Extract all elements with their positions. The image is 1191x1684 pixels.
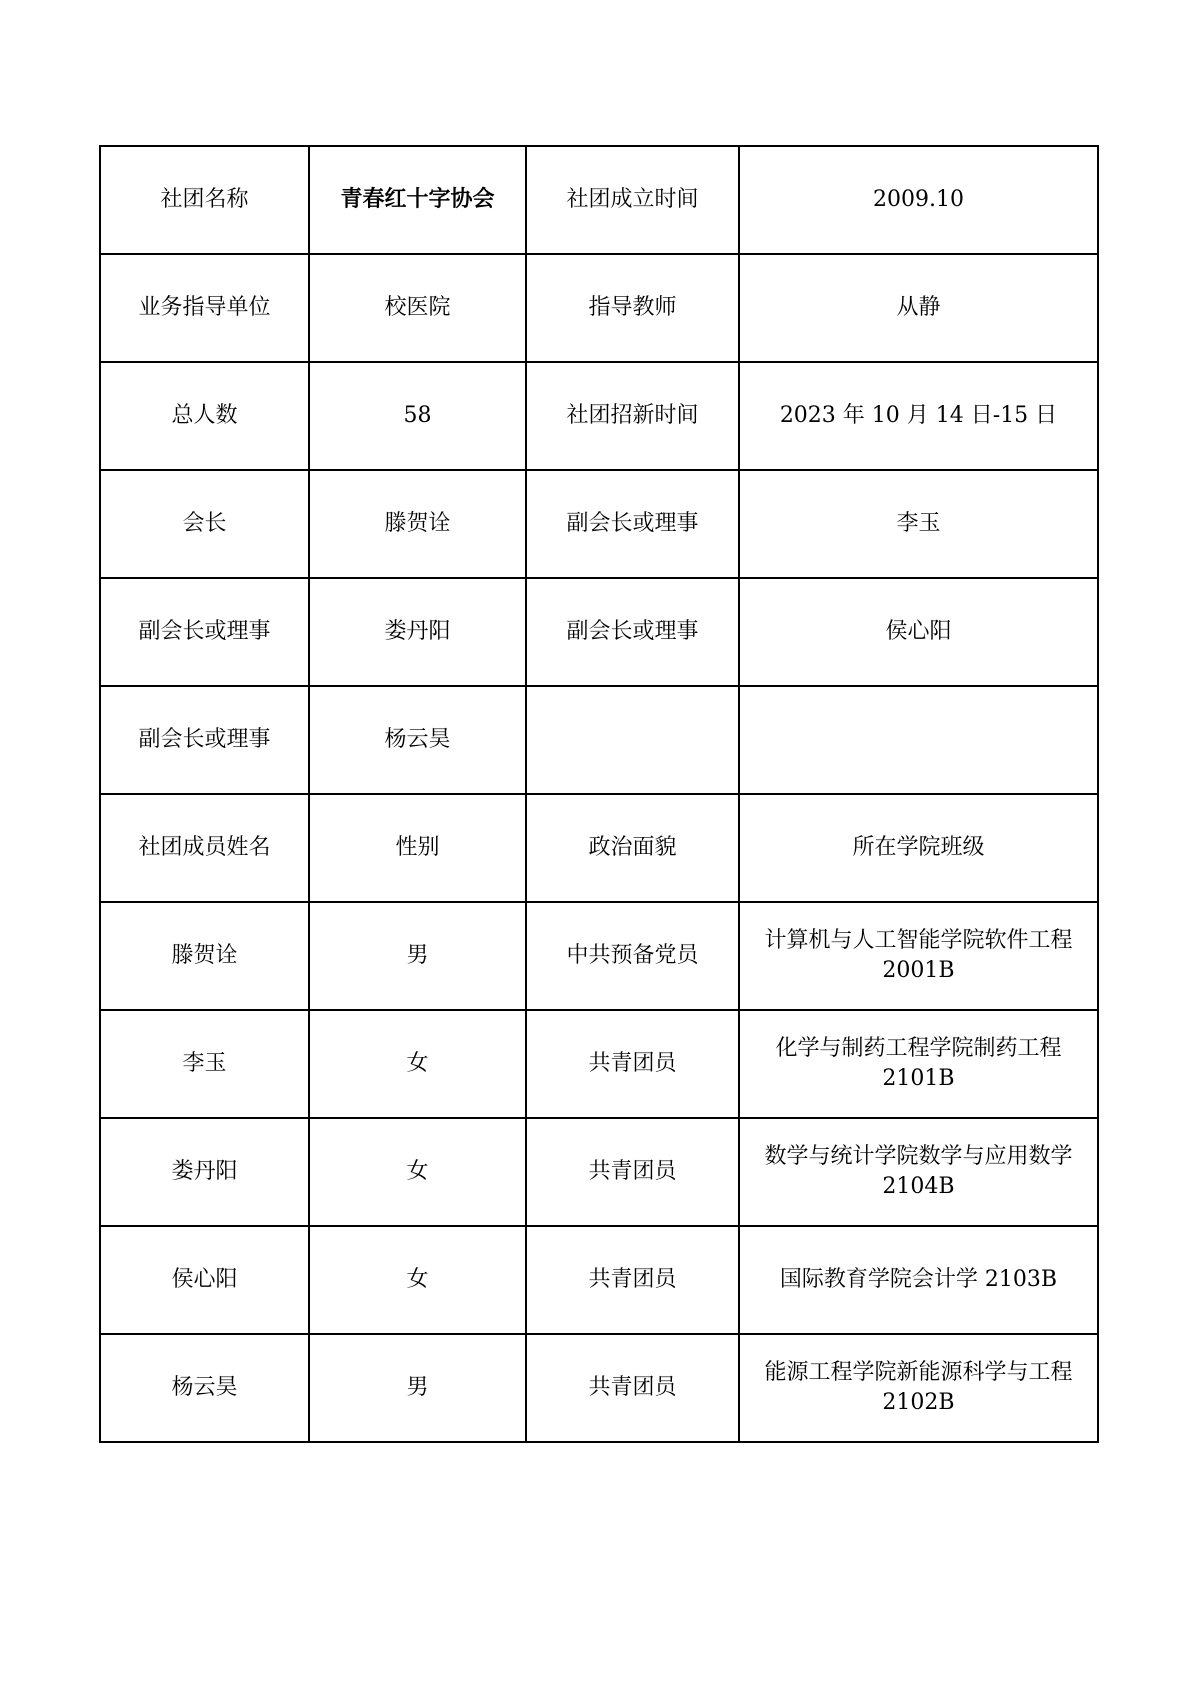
member-name: 杨云昊 — [100, 1334, 309, 1442]
members-header-row — [100, 794, 1098, 902]
table-row-president — [100, 470, 1098, 578]
value-total-members: 58 — [309, 362, 526, 470]
value-guidance-unit: 校医院 — [309, 254, 526, 362]
label-club-name: 社团名称 — [100, 146, 309, 254]
table-row-headcount — [100, 362, 1098, 470]
table-row-member — [100, 1226, 1098, 1334]
member-gender: 男 — [309, 902, 526, 1010]
value-advisor: 从静 — [739, 254, 1098, 362]
empty-cell — [526, 686, 739, 794]
member-college-class: 国际教育学院会计学 2103B — [739, 1226, 1098, 1334]
value-vice-president: 娄丹阳 — [309, 578, 526, 686]
member-name: 娄丹阳 — [100, 1118, 309, 1226]
label-vice-president: 副会长或理事 — [526, 578, 739, 686]
table-row-vice-presidents — [100, 578, 1098, 686]
label-vice-president: 副会长或理事 — [100, 686, 309, 794]
member-gender: 女 — [309, 1010, 526, 1118]
value-club-name: 青春红十字协会 — [309, 146, 526, 254]
member-political-status: 中共预备党员 — [526, 902, 739, 1010]
member-political-status: 共青团员 — [526, 1226, 739, 1334]
header-gender: 性别 — [309, 794, 526, 902]
value-recruit-time: 2023 年 10 月 14 日-15 日 — [739, 362, 1098, 470]
label-vice-president: 副会长或理事 — [100, 578, 309, 686]
club-info-table — [99, 145, 1099, 1443]
value-vice-president: 杨云昊 — [309, 686, 526, 794]
member-college-class: 数学与统计学院数学与应用数学 2104B — [739, 1118, 1098, 1226]
member-college-class: 能源工程学院新能源科学与工程 2102B — [739, 1334, 1098, 1442]
member-college-class: 计算机与人工智能学院软件工程 2001B — [739, 902, 1098, 1010]
table-row-club-name — [100, 146, 1098, 254]
label-president: 会长 — [100, 470, 309, 578]
header-political-status: 政治面貌 — [526, 794, 739, 902]
empty-cell — [739, 686, 1098, 794]
value-vice-president: 侯心阳 — [739, 578, 1098, 686]
member-political-status: 共青团员 — [526, 1118, 739, 1226]
member-college-class: 化学与制药工程学院制药工程 2101B — [739, 1010, 1098, 1118]
label-advisor: 指导教师 — [526, 254, 739, 362]
member-name: 滕贺诠 — [100, 902, 309, 1010]
header-college-class: 所在学院班级 — [739, 794, 1098, 902]
header-member-name: 社团成员姓名 — [100, 794, 309, 902]
label-total-members: 总人数 — [100, 362, 309, 470]
value-founded-time: 2009.10 — [739, 146, 1098, 254]
member-political-status: 共青团员 — [526, 1010, 739, 1118]
table-row-member — [100, 902, 1098, 1010]
table-row-member — [100, 1118, 1098, 1226]
table-row-member — [100, 1334, 1098, 1442]
member-political-status: 共青团员 — [526, 1334, 739, 1442]
label-guidance-unit: 业务指导单位 — [100, 254, 309, 362]
value-president: 滕贺诠 — [309, 470, 526, 578]
value-vice-president: 李玉 — [739, 470, 1098, 578]
table-row-guidance — [100, 254, 1098, 362]
member-name: 李玉 — [100, 1010, 309, 1118]
table-row-vice-presidents — [100, 686, 1098, 794]
label-recruit-time: 社团招新时间 — [526, 362, 739, 470]
member-gender: 女 — [309, 1118, 526, 1226]
label-founded-time: 社团成立时间 — [526, 146, 739, 254]
table-row-member — [100, 1010, 1098, 1118]
member-gender: 女 — [309, 1226, 526, 1334]
member-name: 侯心阳 — [100, 1226, 309, 1334]
member-gender: 男 — [309, 1334, 526, 1442]
label-vice-president: 副会长或理事 — [526, 470, 739, 578]
